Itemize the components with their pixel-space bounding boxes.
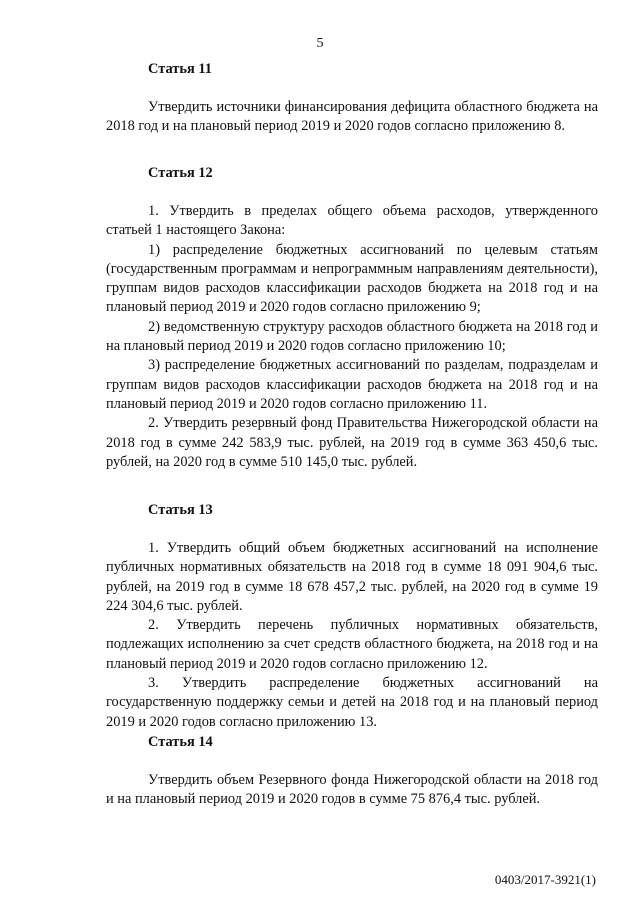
article-heading: Статья 13 [148,502,213,518]
article-paragraph: 1. Утвердить в пределах общего объема расходов, утвержденного статьей 1 настоящего Закона: [106,203,598,239]
article-heading: Статья 12 [148,165,213,181]
article-heading: Статья 11 [148,61,212,77]
article-paragraph: 2) ведомственную структуру расходов областного бюджета на 2018 год и на плановый период 2019 и 2020 годов согласно приложению 10; [106,318,598,355]
article-paragraph: 1. Утвердить общий объем бюджетных ассигнований на исполнение публичных нормативных обязательств на 2018 год в сумме 18 091 904,6 тыс. рублей, на 2019 год в сумме 18 678 457,2 тыс. рублей, на 2020 год в сумме 19 224 304,6 тыс. рублей. [106,540,598,614]
page-number: 5 [316,36,324,51]
article-paragraph: Утвердить источники финансирования дефицита областного бюджета на 2018 год и на плановый период 2019 и 2020 годов согласно приложению 8. [106,99,598,135]
article-11 [106,60,598,137]
article-paragraph: 1) распределение бюджетных ассигнований по целевым статьям (государственным программам и непрограммным направлениям деятельности), группам видов расходов классификации расходов бюджета на 2018 год и на плановый период 2019 и 2020 годов согласно приложению 9; [106,241,598,316]
article-13 [106,501,598,732]
article-paragraph: 3. Утвердить распределение бюджетных ассигнований на государственную поддержку семьи и детей на 2018 год и на плановый период 2019 и 2020 годов согласно приложению 13. [106,675,598,730]
article-paragraph: 3) распределение бюджетных ассигнований по разделам, подразделам и группам видов расходов классификации расходов бюджета на 2018 год и на плановый период 2019 и 2020 годов согласно приложению 11. [106,357,598,412]
article-12 [106,164,598,472]
article-paragraph: 2. Утвердить резервный фонд Правительства Нижегородской области на 2018 год в сумме 242 583,9 тыс. рублей, на 2019 год в сумме 363 450,6 тыс. рублей, на 2020 год в сумме 510 145,0 тыс. рублей. [106,415,598,470]
article-paragraph: Утвердить объем Резервного фонда Нижегородской области на 2018 год и на плановый период 2019 и 2020 годов в сумме 75 876,4 тыс. рублей. [106,772,598,808]
article-14 [106,733,598,810]
document-code: 0403/2017-3921(1) [494,872,596,887]
article-paragraph: 2. Утвердить перечень публичных нормативных обязательств, подлежащих исполнению за счет средств областного бюджета, на 2018 год и на плановый период 2019 и 2020 годов согласно приложению 12. [106,617,598,672]
article-heading: Статья 14 [148,734,213,750]
